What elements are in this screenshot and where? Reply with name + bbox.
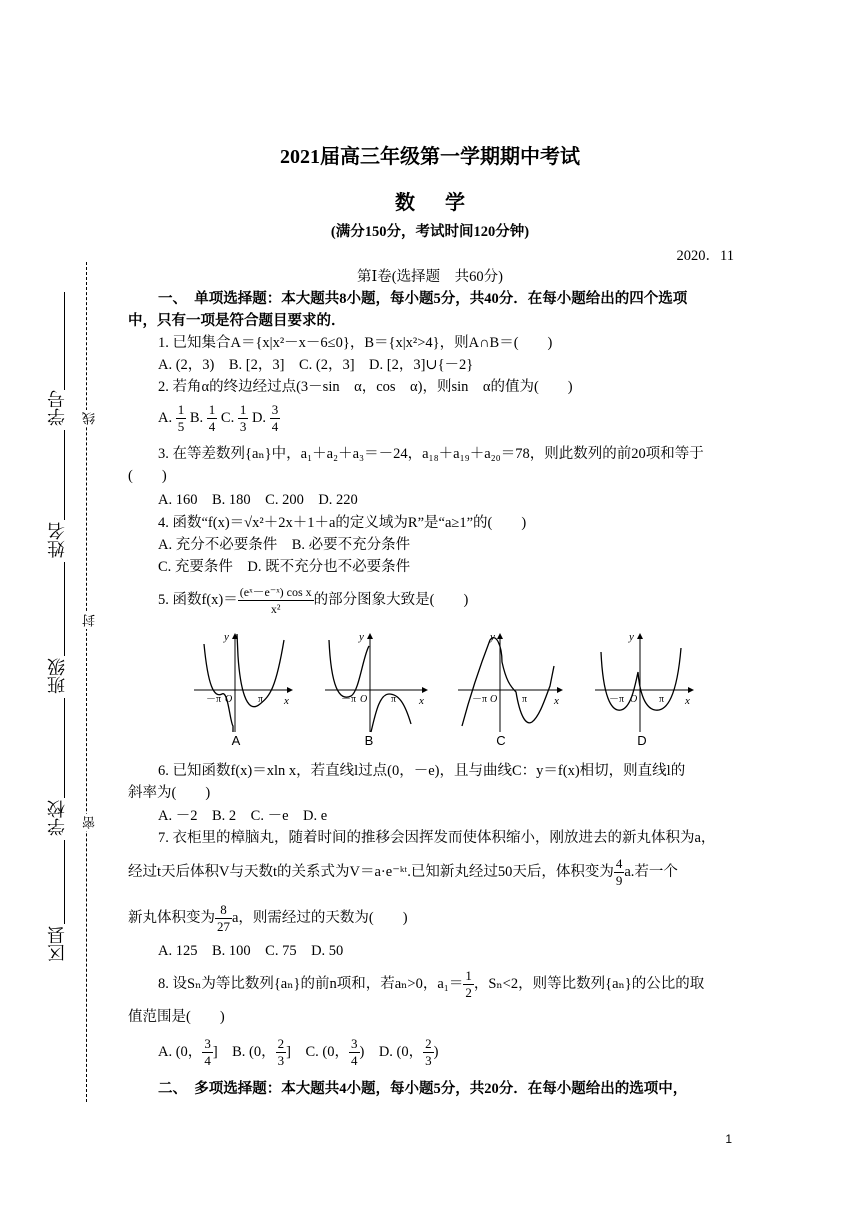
axis-x-label: x	[284, 695, 289, 707]
seal-word-seal: 封	[82, 614, 97, 627]
fraction: $\frac{3}{4}$	[204, 1036, 211, 1068]
seal-word-line: 线	[82, 412, 97, 425]
graph-label-b: B	[364, 733, 374, 748]
question-4-options-2: C. 充要条件 D. 既不充分也不必要条件	[158, 559, 411, 575]
svg-text:x: x	[685, 695, 690, 707]
svg-text:O: O	[630, 694, 638, 705]
graph-a	[194, 631, 292, 732]
fraction: $\frac{1}{2}$	[465, 968, 472, 1000]
fraction: $\frac{1}{3}$	[239, 402, 247, 434]
svg-text:－π: －π	[341, 694, 357, 705]
tick-pi: π	[258, 694, 264, 705]
origin-label: O	[225, 694, 233, 705]
question-3-stem: 3. 在等差数列{aₙ}中，a₁＋a₂＋a₃＝－24，a₁₈＋a₁₉＋a₂₀＝78，则此数列的前20项和等于	[158, 446, 704, 462]
svg-text:π: π	[391, 694, 397, 705]
margin-label-name: 姓名	[47, 522, 67, 558]
svg-text:π: π	[522, 694, 528, 705]
svg-text:π: π	[659, 694, 665, 705]
question-6-options: A. －2 B. 2 C. －e D. e	[158, 808, 328, 824]
fraction: $\frac{2}{3}$	[277, 1036, 285, 1068]
svg-text:O: O	[490, 694, 498, 705]
graph-b	[325, 631, 427, 732]
fraction: $\frac{8}{27}$	[217, 902, 230, 934]
svg-text:O: O	[360, 694, 368, 705]
fraction: $\frac{1}{5}$	[177, 402, 185, 434]
svg-text:－π: －π	[609, 694, 625, 705]
margin-blank-line	[64, 292, 65, 390]
graph-c	[458, 631, 562, 732]
margin-blank-line	[64, 698, 65, 798]
graph-d	[595, 631, 693, 732]
section-2-heading: 二、 多项选择题：本大题共4小题，每小题5分，共20分．在每小题给出的选项中，	[158, 1081, 688, 1097]
tick-neg-pi: －π	[206, 694, 222, 705]
question-2-stem: 2. 若角α的终边经过点(3－sin α，cos α)，则sin α的值为( )	[158, 379, 573, 395]
question-5-stem: 5. 函数f(x)＝ $\frac{\text{(eˣ－e⁻ˣ) cos x}}{\text{x²}}$ 的部分图象大致是( )	[158, 585, 469, 616]
seal-word-secret: 密	[82, 816, 97, 829]
question-7-stem-3: 新丸体积变为 $\frac{8}{27}$ a，则需经过的天数为( )	[128, 902, 408, 934]
svg-text:－π: －π	[472, 694, 488, 705]
fraction: $\frac{2}{3}$	[425, 1036, 432, 1068]
score-info: (满分150分，考试时间120分钟)	[330, 224, 530, 240]
question-7-stem-2: 经过t天后体积V与天数t的关系式为V＝a·e⁻ᵏᵗ.已知新丸经过50天后，体积变为 $\frac{4}{9}$ a.若一个	[128, 856, 678, 888]
fraction: $\frac{1}{4}$	[208, 402, 216, 434]
graph-label-c: C	[496, 733, 506, 748]
subject-title: 数学	[395, 192, 495, 214]
fraction: $\frac{3}{4}$	[351, 1036, 358, 1068]
margin-blank-line	[64, 840, 65, 924]
axis-y-label: y	[224, 631, 229, 643]
svg-text:x: x	[554, 695, 559, 707]
margin-label-student-id: 学号	[47, 390, 67, 426]
seal-dashed-line	[86, 262, 87, 1102]
question-7-options: A. 125 B. 100 C. 75 D. 50	[158, 943, 344, 959]
svg-text:y: y	[359, 631, 364, 643]
graph-label-d: D	[637, 733, 647, 748]
margin-blank-line	[64, 430, 65, 520]
margin-blank-line	[64, 562, 65, 656]
margin-label-district: 区县	[47, 926, 67, 962]
margin-label-school: 学校	[47, 800, 67, 836]
question-2-options: A. $\frac{1}{5}$ B. $\frac{1}{4}$ C. $\frac{1}{3}$ D. $\frac{3}{4}$	[158, 402, 279, 434]
question-4-stem: 4. 函数“f(x)＝√x²＋2x＋1＋a的定义域为R”是“a≥1”的( )	[158, 515, 527, 531]
question-8-stem-cont: 值范围是( )	[128, 1009, 225, 1025]
graph-label-a: A	[231, 733, 241, 748]
question-4-options-1: A. 充分不必要条件 B. 必要不充分条件	[158, 537, 411, 553]
question-6-stem-cont: 斜率为( )	[128, 785, 211, 801]
question-3-options: A. 160 B. 180 C. 200 D. 220	[158, 492, 358, 508]
fraction: $\frac{3}{4}$	[271, 402, 279, 434]
margin-label-class: 班级	[47, 658, 67, 694]
question-1-stem: 1. 已知集合A＝{x|x²－x－6≤0}，B＝{x|x²>4}，则A∩B＝( )	[158, 335, 553, 351]
volume-heading: 第Ⅰ卷(选择题 共60分)	[357, 269, 503, 285]
fraction: $\frac{\text{(eˣ－e⁻ˣ) cos x}}{\text{x²}}$	[239, 585, 312, 616]
section-heading: 一、 单项选择题：本大题共8小题，每小题5分，共40分．在每小题给出的四个选项	[158, 291, 688, 307]
exam-date: 2020．11	[676, 248, 734, 264]
question-8-stem: 8. 设Sₙ为等比数列{aₙ}的前n项和，若aₙ>0，a₁＝ $\frac{1}{2}$ ，Sₙ<2，则等比数列{aₙ}的公比的取	[158, 968, 705, 1000]
question-8-options: A. (0， $\frac{3}{4}$ ] B. (0， $\frac{2}{3}$ ] C. (0， $\frac{3}{4}$ ) D. (0， $\frac{2}{3}$ )	[158, 1036, 439, 1068]
svg-text:x: x	[419, 695, 424, 707]
svg-text:y: y	[490, 631, 495, 643]
svg-text:y: y	[629, 631, 634, 643]
page-number: 1	[725, 1132, 732, 1146]
page-title: 2021届高三年级第一学期期中考试	[280, 146, 580, 168]
question-6-stem: 6. 已知函数f(x)＝xln x，若直线l过点(0，－e)，且与曲线C：y＝f(x)相切，则直线l的	[158, 763, 686, 779]
question-7-stem: 7. 衣柜里的樟脑丸，随着时间的推移会因挥发而使体积缩小，刚放进去的新丸体积为a，	[158, 830, 716, 846]
fraction: $\frac{4}{9}$	[615, 856, 623, 888]
section-heading-cont: 中，只有一项是符合题目要求的．	[128, 313, 346, 329]
question-1-options: A. (2，3) B. [2，3] C. (2，3] D. [2，3]∪{－2}	[158, 357, 474, 373]
question-3-stem-cont: ( )	[128, 468, 167, 484]
